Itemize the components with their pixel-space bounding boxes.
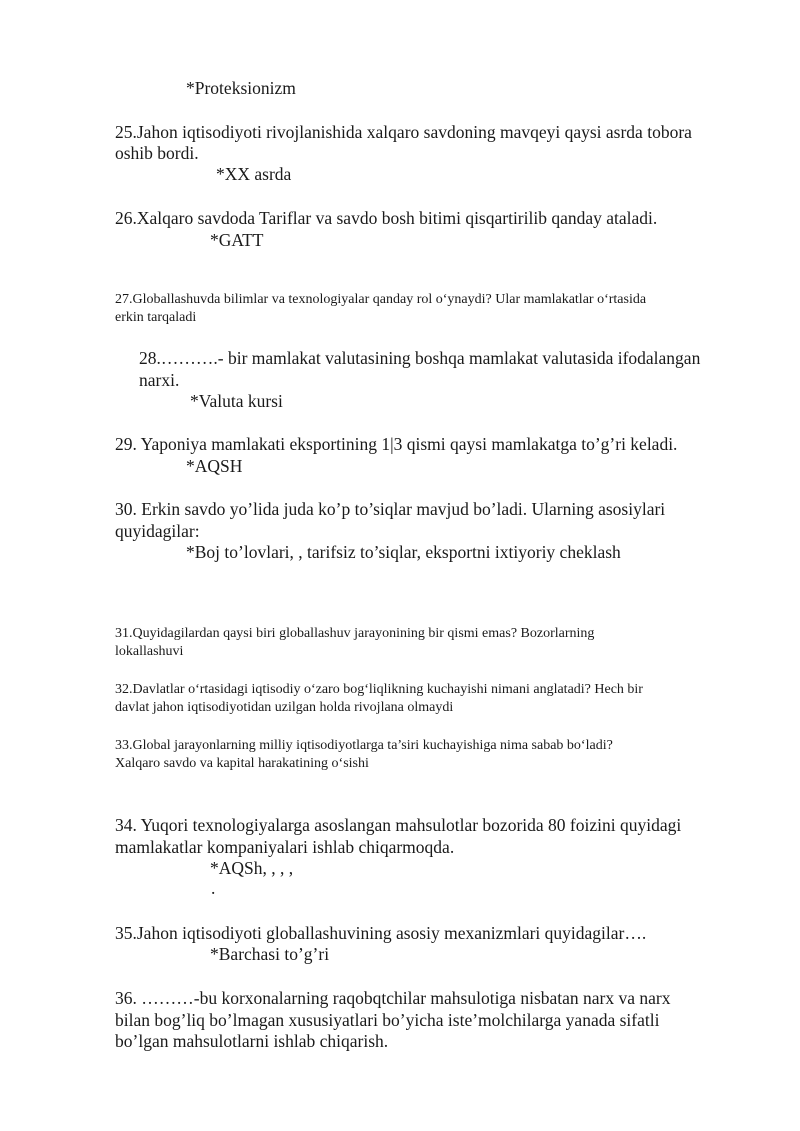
q27-text-line-2: erkin tarqaladi [115, 310, 197, 325]
q34-dot: . [211, 878, 216, 898]
q29-answer: *AQSH [186, 456, 243, 476]
q36-text-line-3: bo’lgan mahsulotlarni ishlab chiqarish. [115, 1031, 389, 1051]
q34-answer: *AQSh, , , , [210, 858, 294, 878]
q33-text-line-1: 33.Global jarayonlarning milliy iqtisodiyotlarga ta’siri kuchayishiga nima sabab bo‘ladi? [115, 738, 613, 753]
q36-text-line-2: bilan bog’liq bo’lmagan xususiyatlari bo’yicha iste’molchilarga yanada sifatli [115, 1010, 660, 1030]
q26-answer: *GATT [210, 230, 264, 250]
q31-text-line-1: 31.Quyidagilardan qaysi biri globallashuv jarayonining bir qismi emas? Bozorlarning [115, 626, 595, 641]
q28-answer: *Valuta kursi [190, 391, 283, 411]
q35-text-line-1: 35.Jahon iqtisodiyoti globallashuvining asosiy mexanizmlari quyidagilar…. [115, 923, 647, 943]
q28-text-line-2: narxi. [139, 370, 180, 390]
q29-text-line-1: 29. Yaponiya mamlakati eksportining 1|3 qismi qaysi mamlakatga to’g’ri keladi. [115, 434, 678, 454]
q26-text-line-1: 26.Xalqaro savdoda Tariflar va savdo bosh bitimi qisqartirilib qanday ataladi. [115, 208, 658, 228]
q25-text-line-2: oshib bordi. [115, 143, 199, 163]
q34-text-line-2: mamlakatlar kompaniyalari ishlab chiqarmoqda. [115, 837, 455, 857]
q32-text-line-2: davlat jahon iqtisodiyotidan uzilgan holda rivojlana olmaydi [115, 700, 454, 715]
q27-text-line-1: 27.Globallashuvda bilimlar va texnologiyalar qanday rol o‘ynaydi? Ular mamlakatlar o‘rtasida [115, 292, 647, 307]
q32-text-line-1: 32.Davlatlar o‘rtasidagi iqtisodiy o‘zaro bog‘liqlikning kuchayishi nimani anglatadi? Hech bir [115, 682, 643, 697]
q30-text-line-1: 30. Erkin savdo yo’lida juda ko’p to’siqlar mavjud bo’ladi. Ularning asosiylari [115, 499, 666, 519]
q34-text-line-1: 34. Yuqori texnologiyalarga asoslangan mahsulotlar bozorida 80 foizini quyidagi [115, 815, 682, 835]
q24-answer: *Proteksionizm [186, 78, 296, 98]
q36-text-line-1: 36. ………-bu korxonalarning raqobqtchilar mahsulotiga nisbatan narx va narx [115, 988, 671, 1008]
q25-answer: *XX asrda [216, 164, 292, 184]
q35-answer: *Barchasi to’g’ri [210, 944, 330, 964]
q30-answer: *Boj to’lovlari, , tarifsiz to’siqlar, eksportni ixtiyoriy cheklash [186, 542, 621, 562]
q30-text-line-2: quyidagilar: [115, 521, 200, 541]
q25-text-line-1: 25.Jahon iqtisodiyoti rivojlanishida xalqaro savdoning mavqeyi qaysi asrda tobora [115, 122, 692, 142]
q33-text-line-2: Xalqaro savdo va kapital harakatining o‘sishi [115, 756, 369, 771]
q28-text-line-1: 28.……….- bir mamlakat valutasining boshqa mamlakat valutasida ifodalangan [139, 348, 701, 368]
q31-text-line-2: lokallashuvi [115, 644, 184, 659]
